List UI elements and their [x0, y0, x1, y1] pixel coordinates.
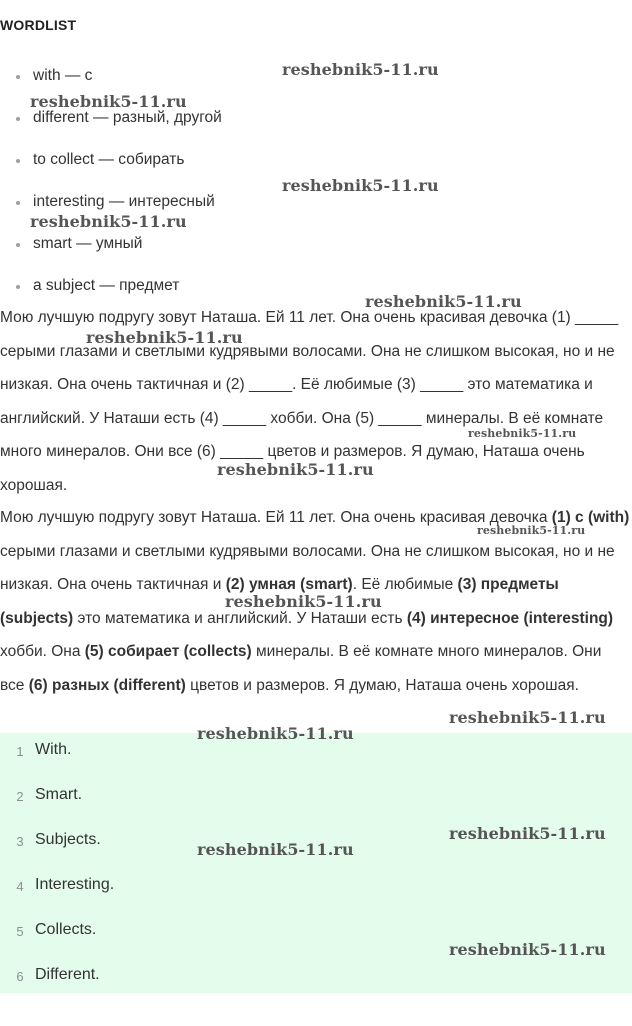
bullet-icon	[16, 159, 20, 163]
answer-number: 5	[16, 924, 24, 939]
bullet-icon	[16, 285, 20, 289]
answer-text-part: хобби. Она	[0, 643, 85, 660]
task-text: Мою лучшую подругу зовут Наташа. Ей 11 лет. Она очень красивая девочка (1) _____ серыми глазами и светлыми кудрявыми волосами. Она не слишком высокая, но и не низкая. Она очень тактичная и (2) _____. Её любимые (3) _____ это математика и английский. У Наташи есть (4) _____ хобби. Она (5) _____ минералы. В её комнате много минералов. Они все (6) _____ цветов и размеров. Я думаю, Наташа очень хорошая.	[0, 309, 619, 494]
watermark: reshebnik5-11.ru	[225, 592, 382, 611]
answer-value: Interesting.	[35, 876, 115, 893]
answer-number: 6	[16, 969, 24, 984]
answer-value: Smart.	[35, 786, 83, 803]
answer-1-highlight: (1) с (with)	[551, 509, 630, 526]
answer-text-part: Мою лучшую подругу зовут Наташа. Ей 11 лет. Она очень красивая девочка	[0, 509, 552, 526]
watermark: reshebnik5-11.ru	[477, 524, 586, 537]
answer-text-part: серыми глазами и светлыми кудрявыми волосами. Она не слишком высокая, но и не низкая. Она очень тактичная и	[0, 542, 615, 593]
bullet-icon	[16, 75, 20, 79]
bullet-icon	[16, 243, 20, 247]
bullet-icon	[16, 201, 20, 205]
watermark: reshebnik5-11.ru	[30, 92, 187, 111]
wordlist-item: to collect — собирать	[33, 151, 185, 168]
watermark: reshebnik5-11.ru	[282, 60, 439, 79]
watermark: reshebnik5-11.ru	[449, 824, 606, 843]
watermark: reshebnik5-11.ru	[197, 724, 354, 743]
answer-text-part: это математика и английский. У Наташи есть	[73, 609, 407, 627]
wordlist-item: smart — умный	[33, 235, 143, 252]
answer-3-highlight: (3) предметы (subjects)	[0, 576, 559, 627]
watermark: reshebnik5-11.ru	[30, 212, 187, 231]
watermark: reshebnik5-11.ru	[449, 708, 606, 727]
answer-5-highlight: (5) собирает (collects)	[84, 643, 252, 660]
watermark: reshebnik5-11.ru	[86, 328, 243, 347]
answer-6-highlight: (6) разных (different)	[28, 676, 186, 694]
watermark: reshebnik5-11.ru	[468, 427, 577, 440]
answer-number: 2	[16, 789, 24, 804]
watermark: reshebnik5-11.ru	[217, 460, 374, 479]
answer-number: 3	[16, 834, 24, 849]
wordlist-item: with — с	[33, 67, 93, 84]
answer-value: Subjects.	[35, 831, 101, 848]
answer-number: 4	[16, 879, 24, 894]
answer-value: With.	[35, 741, 72, 758]
answer-2-highlight: (2) умная (smart)	[225, 576, 353, 593]
bullet-icon	[16, 117, 20, 121]
wordlist-item: different — разный, другой	[33, 109, 222, 126]
watermark: reshebnik5-11.ru	[449, 940, 606, 959]
watermark: reshebnik5-11.ru	[282, 176, 439, 195]
answer-value: Collects.	[35, 921, 97, 938]
answer-text-part: . Её любимые	[352, 576, 458, 593]
answer-4-highlight: (4) интересное (interesting)	[406, 609, 614, 627]
watermark: reshebnik5-11.ru	[197, 840, 354, 859]
wordlist-item: interesting — интересный	[33, 193, 215, 210]
answer-value: Different.	[35, 966, 100, 983]
answer-text-part: минералы. В её комнате много минералов. Они все	[0, 643, 602, 694]
wordlist-item: a subject — предмет	[33, 277, 180, 294]
answer-text-part: цветов и размеров. Я думаю, Наташа очень хорошая.	[185, 676, 579, 694]
wordlist-heading: WORDLIST	[0, 17, 77, 33]
answer-number: 1	[16, 744, 24, 759]
watermark: reshebnik5-11.ru	[365, 292, 522, 311]
